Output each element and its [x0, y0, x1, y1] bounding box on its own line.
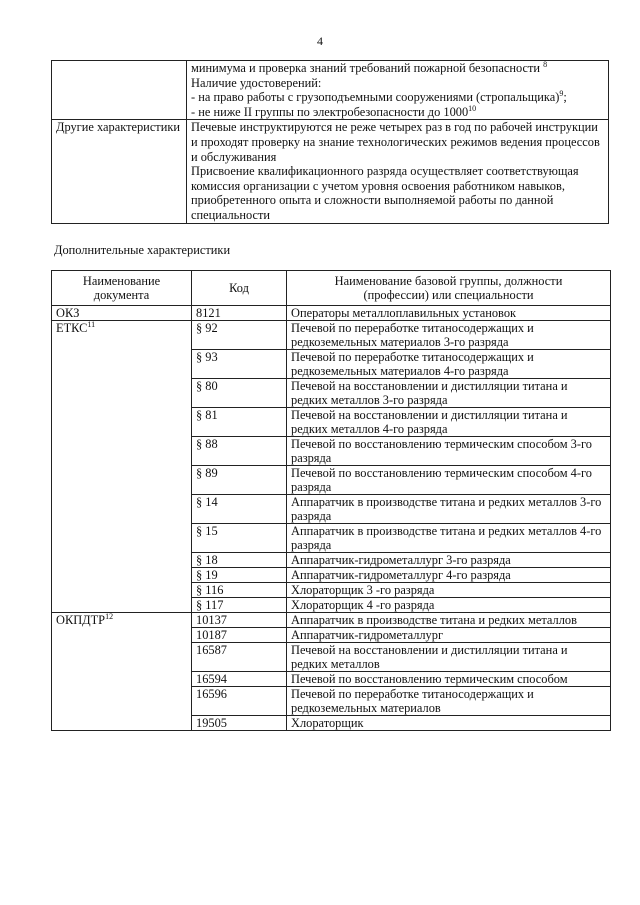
group-name-cell: Хлораторщик 4 -го разряда — [287, 598, 611, 613]
group-name-cell: Аппаратчик в производстве титана и редких металлов — [287, 613, 611, 628]
code-cell: 16594 — [192, 672, 287, 687]
group-name-cell: Аппаратчик в производстве титана и редких металлов 3-го разряда — [287, 495, 611, 524]
code-cell: § 117 — [192, 598, 287, 613]
footnote-ref: 9 — [559, 89, 564, 99]
code-cell: 10187 — [192, 628, 287, 643]
code-cell: 8121 — [192, 306, 287, 321]
characteristic-line — [191, 90, 604, 105]
group-name-cell: Печевой по восстановлению термическим способом 3-го разряда — [287, 437, 611, 466]
table-row — [52, 613, 611, 628]
characteristic-line-text: Печевые инструктируются не реже четырех раз в год по рабочей инструкции и проходят проверку на знание технологических режимов ведения процессов и обслуживания — [191, 120, 600, 164]
document-name-cell — [52, 306, 192, 321]
code-cell: § 18 — [192, 553, 287, 568]
code-cell: 19505 — [192, 716, 287, 731]
group-name-cell: Аппаратчик-гидрометаллург 4-го разряда — [287, 568, 611, 583]
code-cell: § 80 — [192, 379, 287, 408]
characteristic-line-text: - на право работы с грузоподъемными сооружениями (стропальщика) — [191, 90, 560, 105]
characteristic-label — [52, 61, 187, 120]
group-name-cell: Операторы металлоплавильных установок — [287, 306, 611, 321]
group-name-cell: Аппаратчик-гидрометаллург — [287, 628, 611, 643]
additional-characteristics-table — [51, 270, 611, 731]
group-name-cell: Печевой по восстановлению термическим способом 4-го разряда — [287, 466, 611, 495]
characteristic-line-text: - не ниже II группы по электробезопасности до 1000 — [191, 104, 469, 119]
code-cell: § 19 — [192, 568, 287, 583]
line-punctuation: ; — [563, 90, 567, 105]
group-name-cell: Печевой на восстановлении и дистилляции титана и редких металлов 3-го разряда — [287, 379, 611, 408]
group-name-cell: Хлораторщик — [287, 716, 611, 731]
characteristics-table — [51, 60, 609, 224]
footnote-ref: 10 — [468, 103, 477, 113]
group-name-cell: Печевой на восстановлении и дистилляции титана и редких металлов 4-го разряда — [287, 408, 611, 437]
code-cell: 16596 — [192, 687, 287, 716]
characteristics-row — [52, 61, 609, 120]
header-code: Код — [192, 271, 287, 306]
code-cell: 16587 — [192, 643, 287, 672]
group-name-cell: Хлораторщик 3 -го разряда — [287, 583, 611, 598]
code-cell: 10137 — [192, 613, 287, 628]
code-cell: § 14 — [192, 495, 287, 524]
document-name-cell — [52, 613, 192, 731]
group-name-cell: Печевой по восстановлению термическим способом — [287, 672, 611, 687]
footnote-ref: 12 — [105, 611, 114, 621]
group-name-cell: Печевой по переработке титаносодержащих и редкоземельных материалов 4-го разряда — [287, 350, 611, 379]
table-row — [52, 306, 611, 321]
characteristic-line-text: Наличие удостоверений: — [191, 75, 322, 90]
characteristic-line — [191, 120, 604, 164]
header-document-name: Наименование документа — [52, 271, 192, 306]
characteristic-line-text: Присвоение квалификационного разряда осуществляет соответствующая комиссия организации с учетом уровня освоения работником навыков, приобретенного опыта и сложности выполняемой работы по данной специальности — [191, 164, 579, 222]
footnote-ref: 8 — [543, 59, 548, 69]
page-number: 4 — [317, 34, 323, 48]
characteristic-value — [187, 120, 609, 223]
code-cell: § 116 — [192, 583, 287, 598]
characteristics-row — [52, 120, 609, 223]
group-name-cell: Печевой по переработке титаносодержащих и редкоземельных материалов 3-го разряда — [287, 321, 611, 350]
code-cell: § 92 — [192, 321, 287, 350]
characteristic-line — [191, 164, 604, 222]
code-cell: § 81 — [192, 408, 287, 437]
characteristic-line — [191, 105, 604, 120]
document-name: ЕТКС — [56, 321, 88, 335]
characteristic-line — [191, 76, 604, 91]
characteristic-line-text: минимума и проверка знаний требований пожарной безопасности — [191, 61, 544, 75]
table-header-row — [52, 271, 611, 306]
code-cell: § 15 — [192, 524, 287, 553]
document-name: ОКПДТР — [56, 613, 106, 627]
document-name: ОКЗ — [56, 306, 80, 320]
table-row — [52, 321, 611, 350]
characteristic-line — [191, 61, 604, 76]
characteristic-value — [187, 61, 609, 120]
code-cell: § 88 — [192, 437, 287, 466]
code-cell: § 93 — [192, 350, 287, 379]
characteristic-label: Другие характеристики — [52, 120, 187, 223]
footnote-ref: 11 — [87, 319, 96, 329]
group-name-cell: Аппаратчик-гидрометаллург 3-го разряда — [287, 553, 611, 568]
code-cell: § 89 — [192, 466, 287, 495]
group-name-cell: Аппаратчик в производстве титана и редких металлов 4-го разряда — [287, 524, 611, 553]
group-name-cell: Печевой на восстановлении и дистилляции титана и редких металлов — [287, 643, 611, 672]
section-heading: Дополнительные характеристики — [54, 243, 231, 257]
group-name-cell: Печевой по переработке титаносодержащих и редкоземельных материалов — [287, 687, 611, 716]
header-group-name: Наименование базовой группы, должности (профессии) или специальности — [287, 271, 611, 306]
document-name-cell — [52, 321, 192, 613]
